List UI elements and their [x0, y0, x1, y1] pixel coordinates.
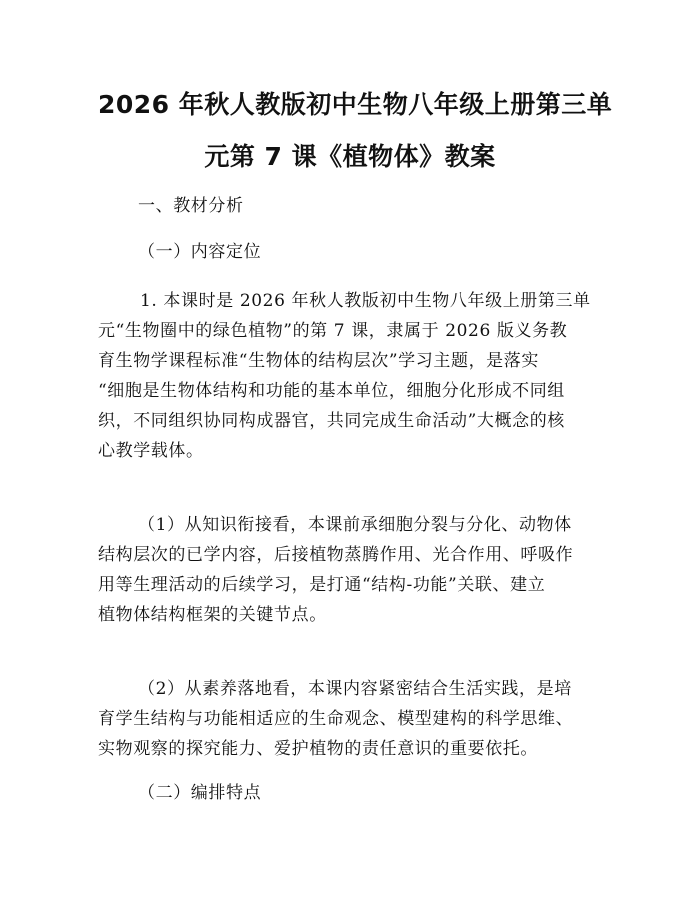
paragraph-line: 心教学载体。 [98, 441, 204, 461]
paragraph-line: 植物体结构框架的关键节点。 [98, 605, 327, 625]
paragraph-line: 育学生结构与功能相适应的生命观念、模型建构的科学思维、 [98, 709, 574, 729]
paragraph-line: 元“生物圈中的绿色植物”的第 7 课，隶属于 2026 版义务教 [98, 321, 568, 341]
section-heading-textbook-analysis: 一、教材分析 [138, 196, 244, 216]
paragraph-line: （2）从素养落地看，本课内容紧密结合生活实践，是培 [138, 679, 572, 699]
paragraph-knowledge-connection [98, 510, 602, 630]
title-line-1: 2026 年秋人教版初中生物八年级上册第三单 [98, 90, 613, 119]
paragraph-line: 织，不同组织协同构成器官，共同完成生命活动”大概念的核 [98, 411, 565, 431]
paragraph-line: （1）从知识衔接看，本课前承细胞分裂与分化、动物体 [138, 515, 572, 535]
subsection-heading-arrangement-features: （二）编排特点 [138, 783, 262, 803]
paragraph-line: 1. 本课时是 2026 年秋人教版初中生物八年级上册第三单 [140, 291, 591, 311]
paragraph-literacy [98, 674, 602, 764]
document-title [98, 79, 613, 183]
paragraph-line: 用等生理活动的后续学习，是打通“结构-功能”关联、建立 [98, 575, 546, 595]
paragraph-content-positioning [98, 286, 602, 466]
paragraph-line: 实物观察的探究能力、爱护植物的责任意识的重要依托。 [98, 739, 538, 759]
paragraph-line: “细胞是生物体结构和功能的基本单位，细胞分化形成不同组 [98, 381, 565, 401]
paragraph-line: 结构层次的已学内容，后接植物蒸腾作用、光合作用、呼吸作 [98, 545, 574, 565]
title-line-2: 元第 7 课《植物体》教案 [204, 142, 496, 171]
paragraph-line: 育生物学课程标准“生物体的结构层次”学习主题，是落实 [98, 351, 539, 371]
subsection-heading-content-positioning: （一）内容定位 [138, 242, 262, 262]
